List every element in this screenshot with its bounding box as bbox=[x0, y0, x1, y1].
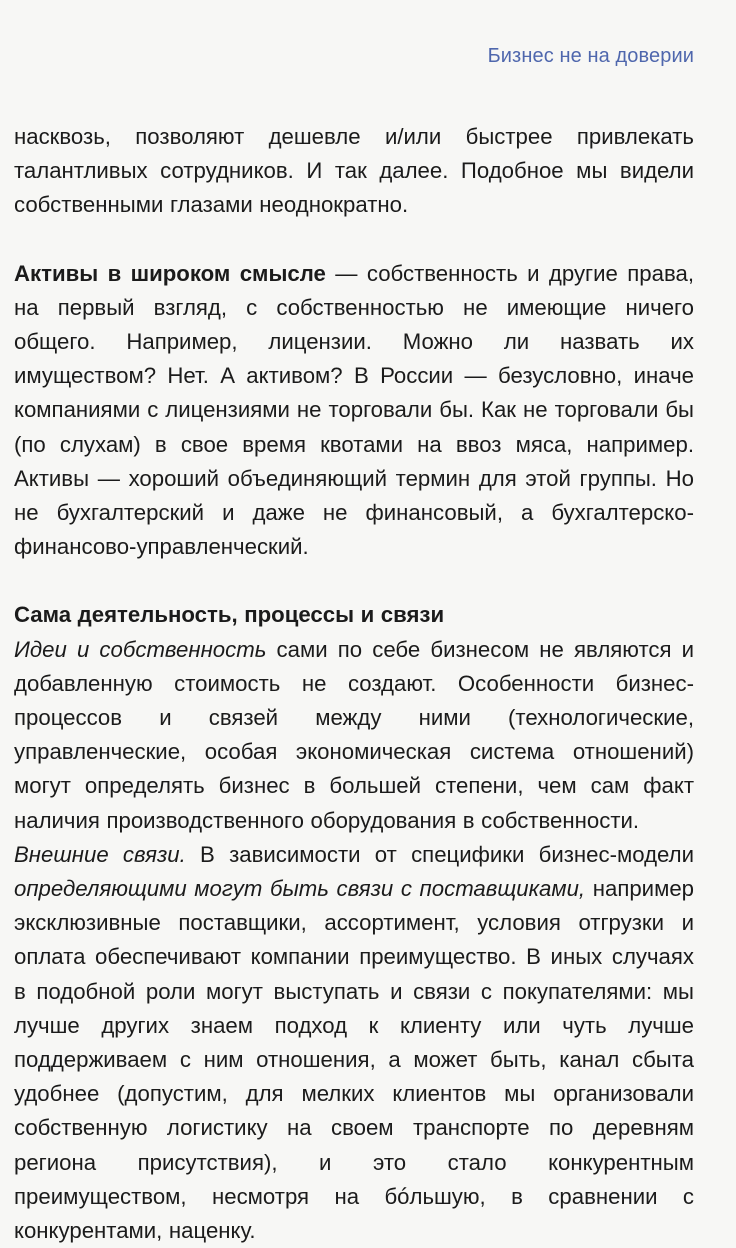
paragraph-text: В зависимости от специфики бизнес-модели bbox=[185, 841, 694, 867]
paragraph-text: сами по себе бизнесом не являются и добавленную стоимость не создают. Особенности бизнес-процессов и связей между ними (технологические, управленческие, особая экономическая система отношений) могут определять бизнес в большей степени, чем сам факт наличия производственного оборудования в собственности. bbox=[14, 636, 694, 833]
paragraph-text: например эксклюзивные поставщики, ассортимент, условия отгрузки и оплата обеспечивают компании преимущество. В иных случаях в подобной роли могут выступать и связи с покупателями: мы лучше других знаем подход к клиенту или чуть лучше поддерживаем с ним отношения, а может быть, канал сбыта удобнее (допустим, для мелких клиентов мы организовали собственную логистику на своем транспорте по деревням региона присутствия), и это стало конкурентным преимуществом, несмотря на бóльшую, в сравнении с конкурентами, наценку. bbox=[14, 876, 694, 1244]
paragraph-external-links bbox=[14, 838, 694, 1248]
running-header: Бизнес не на доверии bbox=[487, 45, 694, 67]
paragraph-continuation: насквозь, позволяют дешевле и/или быстрее привлекать талантливых сотрудников. И так далее. Подобное мы видели собственными глазами неоднократно. bbox=[14, 124, 694, 218]
paragraph-processes bbox=[14, 633, 694, 838]
paragraph-italic-lead: Внешние связи. bbox=[14, 841, 186, 867]
page-body bbox=[14, 120, 694, 1248]
paragraph-italic-lead: Идеи и собственность bbox=[14, 636, 267, 662]
paragraph-assets bbox=[14, 257, 694, 565]
paragraph-bold-lead: Активы в широком смысле bbox=[14, 260, 326, 286]
section-heading: Сама деятельность, процессы и связи bbox=[14, 602, 445, 628]
paragraph-italic-phrase: определяющими могут быть связи с поставщиками, bbox=[14, 876, 586, 902]
paragraph-text: — собственность и другие права, на первый взгляд, с собственностью не имеющие ничего общего. Например, лицензии. Можно ли назвать их имуществом? Нет. А активом? В России — безусловно, иначе компаниями с лицензиями не торговали бы. Как не торговали бы (по слухам) в свое время квотами на ввоз мяса, например. Активы — хороший объединяющий термин для этой группы. Но не бухгалтерский и даже не финансовый, а бухгалтерско-финансово-управленческий. bbox=[14, 260, 694, 560]
